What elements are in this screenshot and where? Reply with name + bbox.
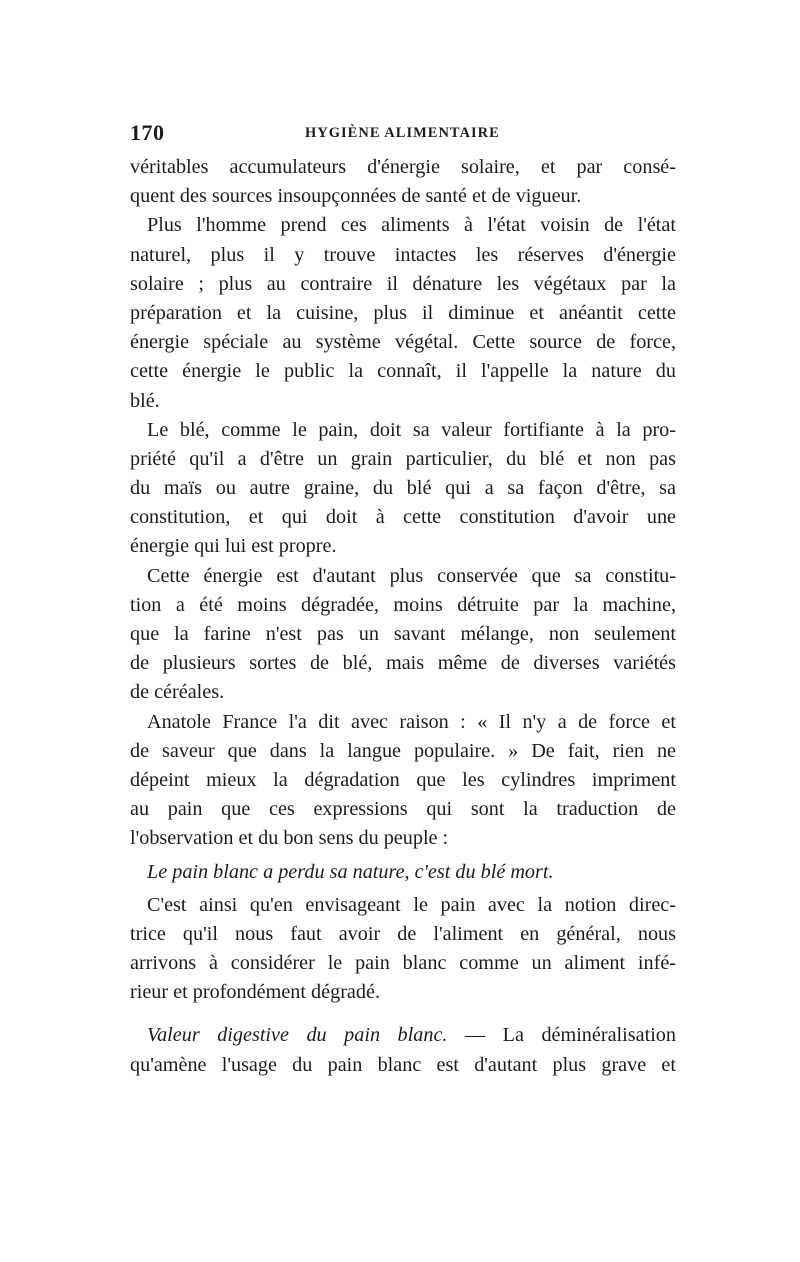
text-line: solaire ; plus au contraire il dénature les végétaux par la [130,272,676,295]
text-line: de plusieurs sortes de blé, mais même de diverses variétés [130,652,676,675]
text-line: Anatole France l'a dit avec raison : « Il n'y a de force et [147,710,676,733]
text-line: quent des sources insoupçonnées de santé et de vigueur. [130,185,582,208]
text-line: au pain que ces expressions qui sont la traduction de [130,798,676,821]
text-line: Plus l'homme prend ces aliments à l'état voisin de l'état [147,214,676,237]
text-line: constitution, et qui doit à cette constitution d'avoir une [130,506,676,529]
text-line: priété qu'il a d'être un grain particulier, du blé et non pas [130,447,676,470]
text-line: blé. [130,389,160,412]
text-line: du maïs ou autre graine, du blé qui a sa façon d'être, sa [130,477,676,500]
section-heading-dash-text: — La déminéralisation [447,1024,676,1047]
body-text [130,153,676,1080]
text-line: énergie qui lui est propre. [130,535,337,558]
text-line: Le blé, comme le pain, doit sa valeur fortifiante à la pro- [147,418,676,441]
text-line: de saveur que dans la langue populaire. » De fait, rien ne [130,739,676,762]
text-line: véritables accumulateurs d'énergie solaire, et par consé- [130,156,676,178]
text-line: Cette énergie est d'autant plus conservée que sa constitu- [147,564,676,587]
page-header [130,120,676,146]
text-line: rieur et profondément dégradé. [130,981,380,1004]
text-line: naturel, plus il y trouve intactes les réserves d'énergie [130,243,676,266]
text-line: tion a été moins dégradée, moins détruite par la machine, [130,593,676,616]
text-line: dépeint mieux la dégradation que les cylindres impriment [130,768,676,791]
text-line: arrivons à considérer le pain blanc comme un aliment infé- [130,952,676,975]
quoted-saying: Le pain blanc a perdu sa nature, c'est du blé mort. [147,860,554,883]
text-line: énergie spéciale au système végétal. Cette source de force, [130,331,676,354]
text-line: qu'amène l'usage du pain blanc est d'autant plus grave et [130,1053,676,1076]
text-line: préparation et la cuisine, plus il diminue et anéantit cette [130,301,676,324]
text-line: cette énergie le public la connaît, il l'appelle la nature du [130,360,676,383]
text-line: l'observation et du bon sens du peuple : [130,827,449,850]
text-line: que la farine n'est pas un savant mélange, non seulement [130,623,676,645]
text-line: C'est ainsi qu'en envisageant le pain avec la notion direc- [147,893,676,916]
section-heading-line [130,1021,676,1050]
page-number: 170 [130,120,165,145]
running-title: HYGIÈNE ALIMENTAIRE [305,125,500,141]
section-heading: Valeur digestive du pain blanc. [147,1024,448,1047]
text-line: trice qu'il nous faut avoir de l'aliment en général, nous [130,922,676,945]
text-line: de céréales. [130,681,225,704]
